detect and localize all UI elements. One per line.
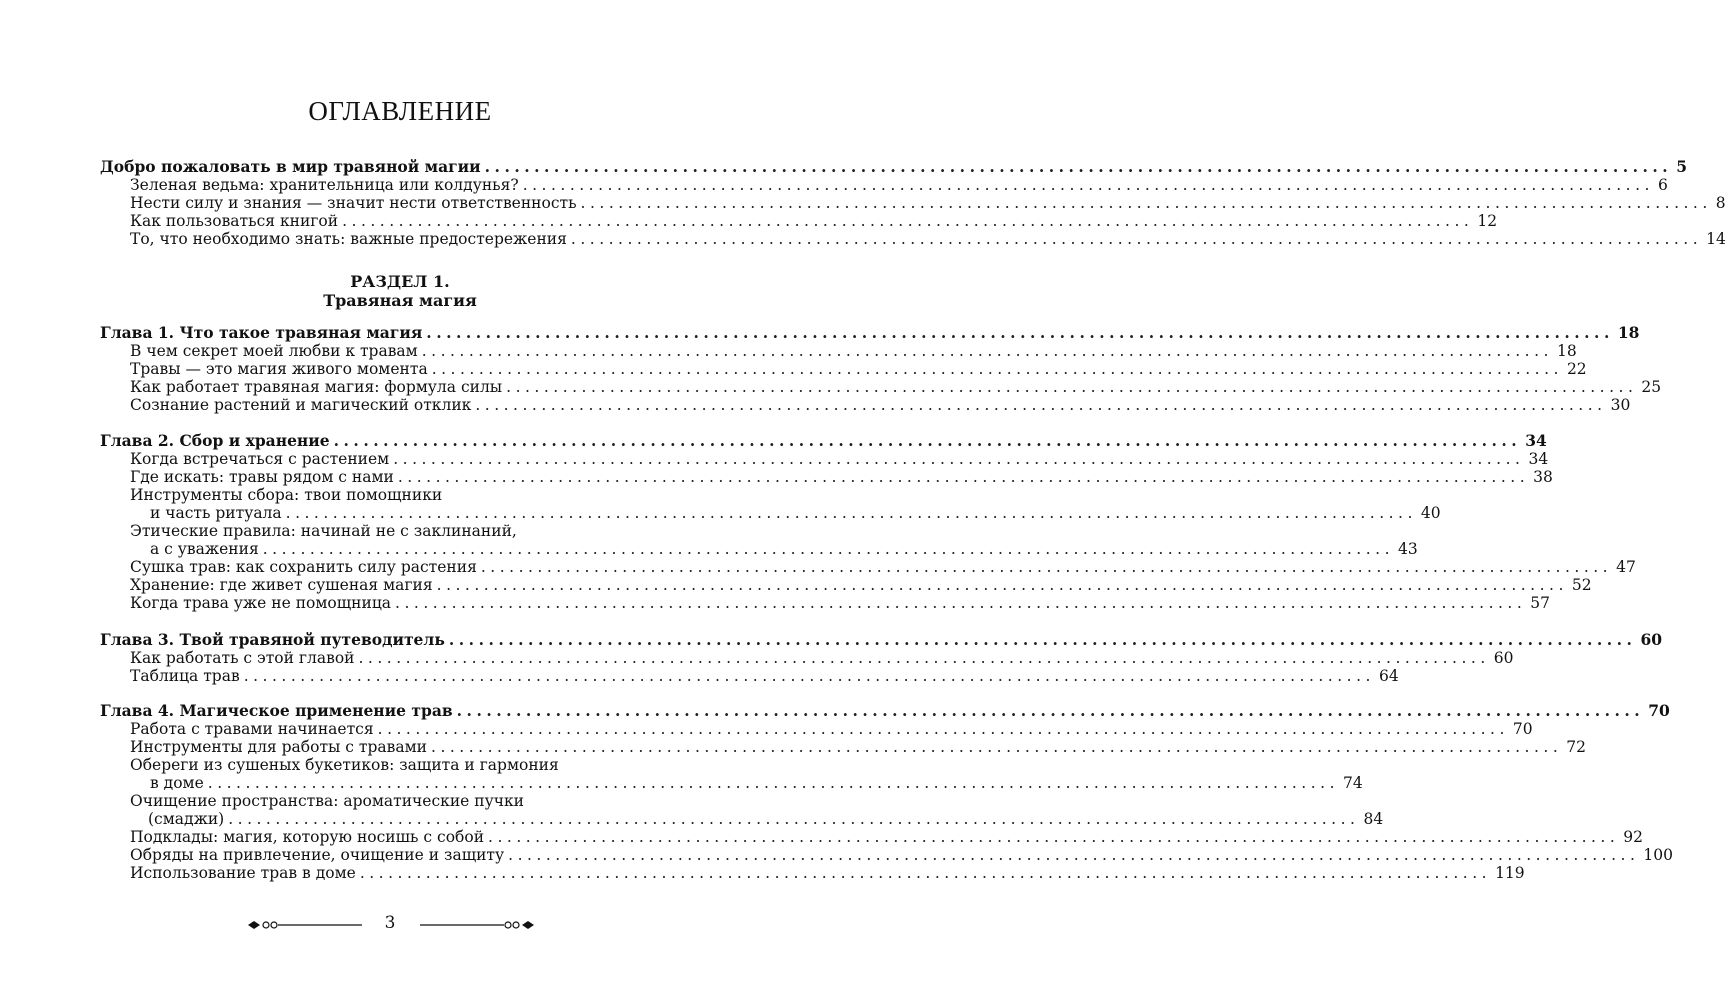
leader-dots: ........................................................................................................................ xyxy=(580,194,1712,212)
chapter-3-block xyxy=(100,630,1663,685)
toc-item[interactable]: То, что необходимо знать: важные предостережения ........................................................................................................................ 14 xyxy=(130,230,1726,248)
toc-item[interactable]: Сознание растений и магический отклик ........................................................................................................................ 30 xyxy=(130,396,1631,414)
page-number: 3 xyxy=(384,913,396,933)
toc-item[interactable]: Обряды на привлечение, очищение и защиту ........................................................................................................................ 100 xyxy=(130,846,1673,864)
section-name: Травяная магия xyxy=(323,291,477,310)
toc-item[interactable]: Сушка трав: как сохранить силу растения ........................................................................................................................ 47 xyxy=(130,558,1636,576)
leader-dots: ........................................................................................................................ xyxy=(243,667,1375,685)
leader-dots: ........................................................................................................................ xyxy=(448,630,1637,649)
leader-dots: ........................................................................................................................ xyxy=(358,649,1490,667)
leader-dots: ........................................................................................................................ xyxy=(426,323,1614,342)
leader-dots: ........................................................................................................................ xyxy=(508,846,1640,864)
leader-dots: ........................................................................................................................ xyxy=(342,212,1474,230)
chapter-1-block xyxy=(100,323,1662,414)
leader-dots: ........................................................................................................................ xyxy=(475,396,1607,414)
toc-item-first-line[interactable]: Инструменты сбора: твои помощники xyxy=(130,486,443,504)
page-title: ОГЛАВЛЕНИЕ xyxy=(308,96,492,126)
leader-dots: ........................................................................................................................ xyxy=(207,774,1340,792)
chapter-4-block xyxy=(100,701,1673,882)
toc-item-continuation[interactable]: а с уважения ........................................................................................................................ 43 xyxy=(150,540,1418,558)
toc-item[interactable]: Как работать с этой главой ........................................................................................................................ 60 xyxy=(130,649,1514,667)
leader-dots: ........................................................................................................................ xyxy=(395,594,1527,612)
toc-item[interactable]: Травы — это магия живого момента ........................................................................................................................ 22 xyxy=(130,360,1587,378)
toc-item[interactable]: Таблица трав ........................................................................................................................ 64 xyxy=(130,667,1399,685)
toc-item[interactable]: Использование трав в доме ........................................................................................................................ 119 xyxy=(130,864,1525,882)
toc-heading-chapter-1[interactable]: Глава 1. Что такое травяная магия ........................................................................................................................ 18 xyxy=(100,323,1640,342)
toc-item-first-line[interactable]: Обереги из сушеных букетиков: защита и гармония xyxy=(130,756,559,774)
chapter-2-block xyxy=(100,431,1636,612)
leader-dots: ........................................................................................................................ xyxy=(506,378,1638,396)
leader-dots: ........................................................................................................................ xyxy=(377,720,1509,738)
leader-dots: ........................................................................................................................ xyxy=(484,157,1673,176)
toc-item-first-line[interactable]: Этические правила: начинай не с заклинаний, xyxy=(130,522,517,540)
toc-item-continuation[interactable]: (смаджи) ........................................................................................................................ 84 xyxy=(148,810,1384,828)
toc-item[interactable]: Подклады: магия, которую носишь с собой ........................................................................................................................ 92 xyxy=(130,828,1644,846)
toc-item[interactable]: Когда трава уже не помощница ........................................................................................................................ 57 xyxy=(130,594,1551,612)
toc-item[interactable]: Нести силу и знания — значит нести ответственность ........................................................................................................................ 8 xyxy=(130,194,1726,212)
toc-heading-chapter-3[interactable]: Глава 3. Твой травяной путеводитель ........................................................................................................................ 60 xyxy=(100,630,1663,649)
toc-item[interactable]: Работа с травами начинается ........................................................................................................................ 70 xyxy=(130,720,1533,738)
leader-dots: ........................................................................................................................ xyxy=(480,558,1613,576)
toc-item[interactable]: Хранение: где живет сушеная магия ........................................................................................................................ 52 xyxy=(130,576,1592,594)
toc-item[interactable]: Инструменты для работы с травами ........................................................................................................................ 72 xyxy=(130,738,1586,756)
toc-heading-chapter-4[interactable]: Глава 4. Магическое применение трав ........................................................................................................................ 70 xyxy=(100,701,1670,720)
toc-item[interactable]: Как пользоваться книгой ........................................................................................................................ 12 xyxy=(130,212,1498,230)
leader-dots: ........................................................................................................................ xyxy=(397,468,1530,486)
leader-dots: ........................................................................................................................ xyxy=(431,738,1563,756)
toc-item[interactable]: Когда встречаться с растением ........................................................................................................................ 34 xyxy=(130,450,1549,468)
toc-item[interactable]: Где искать: травы рядом с нами ........................................................................................................................ 38 xyxy=(130,468,1553,486)
leader-dots: ........................................................................................................................ xyxy=(228,810,1360,828)
toc-heading-chapter-2[interactable]: Глава 2. Сбор и хранение ........................................................................................................................ 34 xyxy=(100,431,1547,450)
leader-dots: ........................................................................................................................ xyxy=(285,504,1417,522)
leader-dots: ........................................................................................................................ xyxy=(456,701,1645,720)
leader-dots: ........................................................................................................................ xyxy=(262,540,1394,558)
toc-item[interactable]: Зеленая ведьма: хранительница или колдунья? ........................................................................................................................ 6 xyxy=(130,176,1668,194)
leader-dots: ........................................................................................................................ xyxy=(359,864,1492,882)
toc-item-continuation[interactable]: и часть ритуала ........................................................................................................................ 40 xyxy=(150,504,1441,522)
toc-item-first-line[interactable]: Очищение пространства: ароматические пучки xyxy=(130,792,524,810)
intro-block xyxy=(100,157,1726,248)
leader-dots: ........................................................................................................................ xyxy=(421,342,1553,360)
toc-item[interactable]: Как работает травяная магия: формула силы ........................................................................................................................ 25 xyxy=(130,378,1662,396)
section-number: РАЗДЕЛ 1. xyxy=(350,272,450,291)
leader-dots: ........................................................................................................................ xyxy=(522,176,1654,194)
toc-item-continuation[interactable]: в доме ........................................................................................................................ 74 xyxy=(150,774,1363,792)
page-footer xyxy=(0,912,800,938)
toc-item[interactable]: В чем секрет моей любви к травам ........................................................................................................................ 18 xyxy=(130,342,1577,360)
leader-dots: ........................................................................................................................ xyxy=(436,576,1568,594)
leader-dots: ........................................................................................................................ xyxy=(393,450,1525,468)
leader-dots: ........................................................................................................................ xyxy=(488,828,1620,846)
leader-dots: ........................................................................................................................ xyxy=(333,431,1522,450)
leader-dots: ........................................................................................................................ xyxy=(570,230,1703,248)
toc-heading-intro[interactable]: Добро пожаловать в мир травяной магии ........................................................................................................................ 5 xyxy=(100,157,1688,176)
leader-dots: ........................................................................................................................ xyxy=(431,360,1563,378)
